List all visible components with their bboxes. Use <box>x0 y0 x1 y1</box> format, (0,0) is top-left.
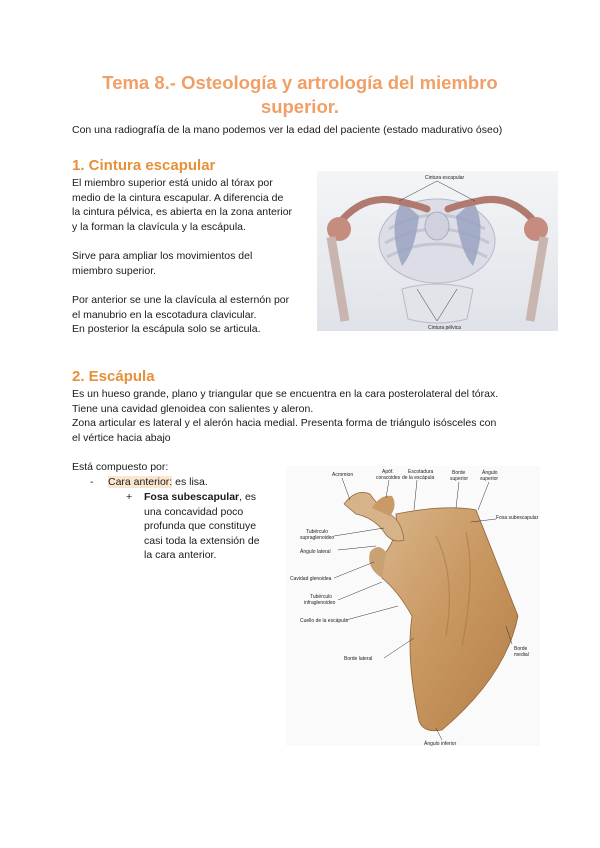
label-fosa-subescapular: Fosa subescapular <box>496 515 539 521</box>
label-apofisis-2: coracoides <box>376 475 401 481</box>
label-angulo-inferior: Ángulo inferior <box>424 741 457 746</box>
text-line: miembro superior. <box>72 264 157 277</box>
shoulder-girdle-figure <box>317 171 558 331</box>
bullet-fosa-subescapular <box>144 490 284 563</box>
text-line: medio de la cintura escapular. A diferencia de <box>72 191 284 204</box>
text-line: Es un hueso grande, plano y triangular que se encuentra en la cara posterolateral del tórax. <box>72 388 499 400</box>
label-borde-lateral: Borde lateral <box>344 656 373 662</box>
highlighted-term: Cara anterior: <box>108 476 173 488</box>
text-line: profunda que constituye <box>144 520 257 533</box>
label-angulo-lateral: Ángulo lateral <box>300 549 331 555</box>
text-line: la cintura pélvica, es abierta en la zona anterior <box>72 206 293 219</box>
page-title: Tema 8.- Osteología y artrología del miembro superior. <box>102 72 498 117</box>
figure-label-cintura-escapular: Cintura escapular <box>425 175 465 181</box>
label-tuberculo-supra-1: Tubérculo <box>306 529 329 535</box>
label-borde-medial-1: Borde <box>514 646 528 652</box>
text-line: el manubrio en la escotadura clavicular. <box>72 308 257 321</box>
scapula-figure <box>286 466 540 746</box>
text-line: En posterior la escápula solo se articula. <box>72 323 261 336</box>
label-tuberculo-infra-1: Tubérculo <box>310 594 333 600</box>
figure-label-cintura-pelvica: Cintura pélvica <box>428 325 462 331</box>
intro-text: Con una radiografía de la mano podemos ver la edad del paciente (estado madurativo óseo) <box>72 124 503 136</box>
label-cavidad-glenoidea: Cavidad glenoidea <box>290 576 332 582</box>
text-line: Por anterior se une la clavícula al esternón por <box>72 294 290 306</box>
cintura-paragraph-1 <box>72 176 312 234</box>
section-heading-escapula: 2. Escápula <box>72 368 155 385</box>
label-escotadura-1: Escotadura <box>408 469 434 475</box>
label-borde-superior-1: Borde <box>452 470 466 476</box>
escapula-paragraph-2: Está compuesto por: <box>72 461 169 473</box>
cintura-paragraph-2 <box>72 249 312 278</box>
cintura-paragraph-3 <box>72 293 312 337</box>
section-heading-cintura: 1. Cintura escapular <box>72 157 216 174</box>
text-line: el vértice hacia abajo <box>72 431 171 444</box>
scapula-illustration <box>286 466 540 746</box>
bullet-cara-anterior <box>108 475 208 490</box>
text-line: Tiene una cavidad glenoidea con salientes y aleron. <box>72 402 314 415</box>
bullet-marker: + <box>126 491 133 503</box>
text-line <box>144 490 284 505</box>
label-borde-medial-2: medial <box>514 652 529 658</box>
label-tuberculo-infra-2: infraglenoideo <box>304 600 336 606</box>
text-line: y la forman la clavícula y la escápula. <box>72 220 246 233</box>
text-line: la cara anterior. <box>144 549 217 562</box>
text-line: Sirve para ampliar los movimientos del <box>72 250 253 262</box>
text-fragment: , es <box>239 491 257 503</box>
text-line: El miembro superior está unido al tórax por <box>72 177 273 189</box>
shoulder-girdle-illustration <box>317 171 558 331</box>
label-acromion: Acromion <box>332 472 354 478</box>
label-borde-superior-2: superior <box>450 476 469 482</box>
label-angulo-superior-1: Ángulo <box>482 470 498 476</box>
label-cuello: Cuello de la escápula <box>300 618 348 624</box>
label-tuberculo-supra-2: supraglenoideo <box>300 535 335 541</box>
bullet-marker: - <box>90 476 94 488</box>
bullet-text: es lisa. <box>172 476 208 488</box>
text-line: Zona articular es lateral y el alerón hacia medial. Presenta forma de triángulo isósceles con <box>72 417 497 430</box>
label-apofisis-1: Apóf. <box>382 469 394 475</box>
text-line: una concavidad poco <box>144 505 244 518</box>
label-angulo-superior-2: superior <box>480 476 499 482</box>
escapula-paragraph-1 <box>72 387 542 445</box>
bold-term: Fosa subescapular <box>144 491 240 503</box>
label-escotadura-2: de la escápula <box>402 475 435 481</box>
text-line: casi toda la extensión de <box>144 534 260 547</box>
